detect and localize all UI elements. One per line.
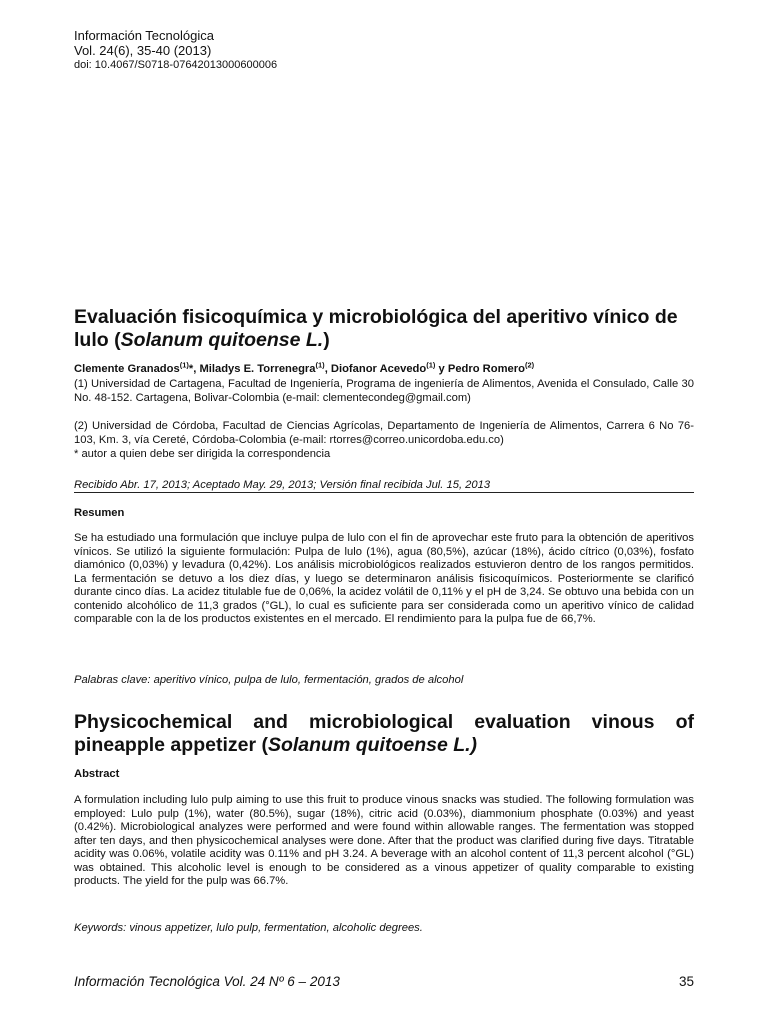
page-footer: [74, 974, 694, 990]
title-spanish-species: Solanum quitoense L.: [120, 329, 324, 351]
author-3-affil: (1): [426, 360, 436, 370]
affiliation-1: (1) Universidad de Cartagena, Facultad de Ingeniería, Programa de ingeniería de Alimentos, Avenida el Consulado, Calle 30 No. 48-152. Cartagena, Bolivar-Colombia (e-mail: clementecondeg@gmail.com): [74, 378, 694, 404]
affiliation-2: (2) Universidad de Córdoba, Facultad de Ciencias Agrícolas, Departamento de Ingeniería de Alimentos, Carrera 6 No 76-103, Km. 3, vía Cereté, Córdoba-Colombia (e-mail: rtorres@correo.unicordoba.edu.co): [74, 420, 694, 446]
journal-volume: Vol. 24(6), 35-40 (2013): [74, 43, 212, 58]
resumen-text: Se ha estudiado una formulación que incluye pulpa de lulo con el fin de aprovechar este fruto para la obtención de aperitivos vínicos. Se utilizó la siguiente formulación: Pulpa de lulo (1%), agua (80,5%), azúcar (18%), ácido cítrico (0,03%), fosfato diamónico (0,03%) y levadura (0,42%). Los análisis microbiológicos realizados estuvieron dentro de los rangos permitidos. La fermentación se detuvo a los diez días, y luego se determinaron análisis fisicoquímicos. Posteriormente se clarificó durante cinco días. La acidez titulable fue de 0,06%, la acidez volátil de 0,11% y el pH de 3,24. Se obtuvo una bebida con un contenido alcohólico de 11,3 grados (°GL), lo cual es suficiente para ser considerada como un aperitivo vínico de calidad comparable con la de los productos existentes en el mercado. El rendimiento para la pulpa fue de 66,7%.: [74, 532, 694, 625]
author-2: Miladys E. Torrenegra: [199, 363, 316, 375]
author-1: Clemente Granados: [74, 363, 180, 375]
resumen-heading: Resumen: [74, 507, 125, 519]
divider: [74, 492, 694, 493]
journal-name: Información Tecnológica: [74, 28, 214, 43]
title-spanish: [74, 306, 694, 352]
title-english-species: Solanum quitoense L.): [267, 734, 478, 756]
author-separator: ,: [324, 363, 331, 375]
author-separator: y: [435, 363, 448, 375]
abstract-heading: Abstract: [74, 768, 120, 780]
author-1-affil: (1): [179, 360, 189, 370]
author-3: Diofanor Acevedo: [330, 363, 427, 375]
title-english: [74, 711, 694, 757]
abstract-text: A formulation including lulo pulp aiming to use this fruit to produce vinous snacks was studied. The following formulation was employed: Lulo pulp (1%), water (80.5%), sugar (18%), citric acid (0.03%), diammonium phosphate (0.03%) and yeast (0.42%). Microbiological analyzes were performed and were found within allowable ranges. The fermentation was stopped after ten days, and then physicochemical analyses were done. After that the product was clarified during five days. Titratable acidity was 0.06%, volatile acidity was 0.11% and pH 3.24. A beverage with an alcohol content of 11,3 percent alcohol (°GL) was obtained. This alcoholic level is enough to be considered as a vinous appetizer of quality comparable to existing products. The yield for the pulp was 66.7%.: [74, 794, 694, 887]
correspondence-note: * autor a quien debe ser dirigida la correspondencia: [74, 448, 331, 460]
title-spanish-close: ): [323, 329, 330, 351]
author-4: Pedro Romero: [447, 363, 525, 375]
abstract-keywords: Keywords: vinous appetizer, lulo pulp, fermentation, alcoholic degrees.: [74, 922, 423, 934]
resumen-keywords: Palabras clave: aperitivo vínico, pulpa de lulo, fermentación, grados de alcohol: [74, 674, 464, 686]
journal-header: [74, 28, 694, 72]
title-english-main: Physicochemical and microbiological evaluation vinous of pineapple appetizer (: [74, 711, 694, 756]
received-dates: Recibido Abr. 17, 2013; Aceptado May. 29, 2013; Versión final recibida Jul. 15, 2013: [74, 479, 491, 491]
author-list: [74, 362, 694, 377]
author-4-affil: (2): [524, 360, 535, 370]
footer-journal: Información Tecnológica Vol. 24 Nº 6 – 2013: [74, 974, 340, 989]
title-spanish-main: Evaluación fisicoquímica y microbiológica del aperitivo vínico de lulo (: [74, 306, 678, 351]
doi: doi: 10.4067/S0718-07642013000600006: [74, 59, 278, 71]
page-number: 35: [678, 974, 694, 989]
author-1-star: *,: [188, 363, 200, 375]
author-2-affil: (1): [315, 360, 325, 370]
